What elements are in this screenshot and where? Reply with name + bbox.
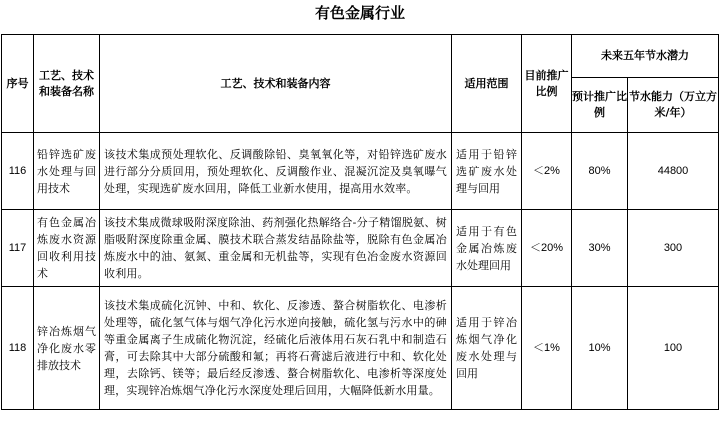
header-scope: 适用范围 (452, 35, 522, 133)
cell-name: 有色金属冶炼废水资源回收利用技术 (34, 210, 100, 287)
cell-water-saving: 300 (628, 210, 719, 287)
cell-current-ratio: ＜1% (522, 287, 572, 410)
cell-seq: 118 (2, 287, 34, 410)
cell-name: 锌冶炼烟气净化废水零排放技术 (34, 287, 100, 410)
header-future-group: 未来五年节水潜力 (572, 35, 719, 78)
cell-scope: 适用于锌冶炼烟气净化废水处理与回用 (452, 287, 522, 410)
header-name: 工艺、技术和装备名称 (34, 35, 100, 133)
table-row (2, 210, 719, 287)
cell-planned-ratio: 10% (572, 287, 628, 410)
cell-content: 该技术集成硫化沉钟、中和、软化、反渗透、螯合树脂软化、电渗析处理等，硫化氢气体与烟气净化污水逆向接触，硫化氢与污水中的砷等重金属离子生成硫化物沉淀，经硫化后液体用石灰石乳中和制造石膏，可去除其中大部分硫酸和氟；再将石膏滤后液进行中和、软化处理，去除钙、镁等；最后经反渗透、螯合树脂软化、电渗析等深度处理，实现锌冶炼烟气净化污水深度处理后回用，大幅降低新水用量。 (100, 287, 452, 410)
header-current-ratio: 目前推广比例 (522, 35, 572, 133)
cell-water-saving: 100 (628, 287, 719, 410)
cell-current-ratio: ＜20% (522, 210, 572, 287)
cell-seq: 116 (2, 133, 34, 210)
cell-content: 该技术集成预处理软化、反调酸除铅、臭氧氧化等，对铅锌选矿废水进行部分分质回用，预处理软化、反调酸作业、混凝沉淀及臭氧曝气处理，实现选矿废水回用，降低工业新水使用，提高用水效率。 (100, 133, 452, 210)
cell-scope: 适用于有色金属冶炼废水处理回用 (452, 210, 522, 287)
header-seq: 序号 (2, 35, 34, 133)
header-content: 工艺、技术和装备内容 (100, 35, 452, 133)
cell-scope: 适用于铅锌选矿废水处理与回用 (452, 133, 522, 210)
table-row (2, 133, 719, 210)
header-planned-ratio: 预计推广比例 (572, 78, 628, 133)
cell-planned-ratio: 30% (572, 210, 628, 287)
table-row (2, 287, 719, 410)
technology-table (1, 34, 719, 410)
page-title: 有色金属行业 (314, 4, 405, 22)
header-water-saving: 节水能力（万立方米/年） (628, 78, 719, 133)
cell-content: 该技术集成微球吸附深度除油、药剂强化热解络合-分子精馏脱氨、树脂吸附深度除重金属、膜技术联合蒸发结晶除盐等，脱除有色金属冶炼废水中的油、氨氮、重金属和无机盐等，实现有色冶金废水资源回收利用。 (100, 210, 452, 287)
cell-water-saving: 44800 (628, 133, 719, 210)
cell-current-ratio: ＜2% (522, 133, 572, 210)
header-row (2, 35, 719, 78)
cell-planned-ratio: 80% (572, 133, 628, 210)
cell-name: 铅锌选矿废水处理与回用技术 (34, 133, 100, 210)
cell-seq: 117 (2, 210, 34, 287)
